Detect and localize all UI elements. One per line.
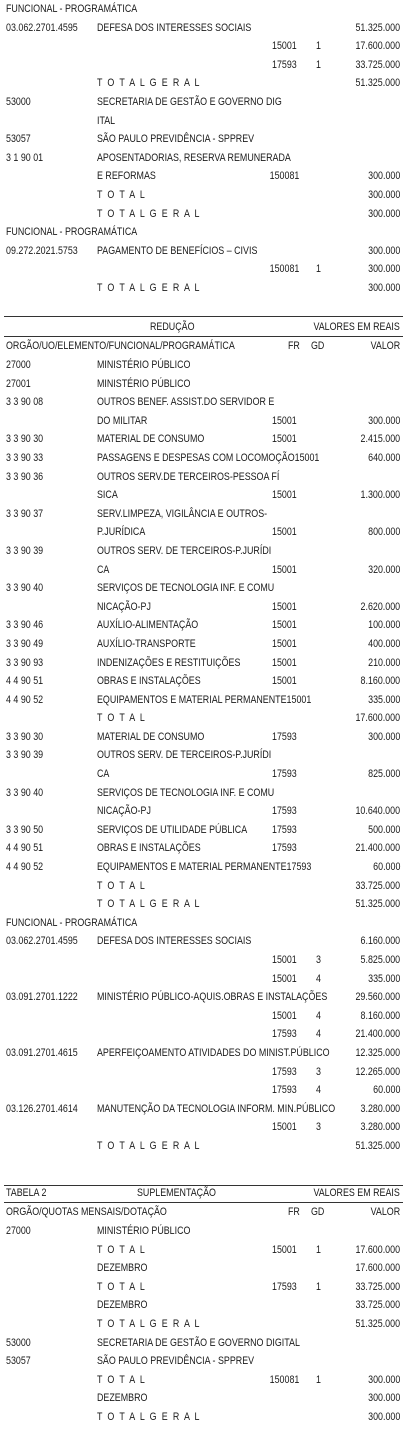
fr-cell: 150081 — [269, 170, 299, 183]
description-cell: T O T A L G E R A L — [97, 77, 201, 90]
table-row — [0, 709, 407, 728]
table-row — [0, 895, 407, 914]
value-cell: 17.600.000 — [355, 40, 400, 53]
code-cell: 3 3 90 08 — [6, 396, 44, 409]
description-cell: OUTROS SERV.DE TERCEIROS-PESSOA FÍ — [97, 470, 280, 483]
code-cell: 53000 — [6, 1336, 31, 1349]
code-cell: 03.091.2701.4615 — [6, 1046, 78, 1059]
description-cell: EQUIPAMENTOS E MATERIAL PERMANENTE15001 — [97, 693, 312, 706]
description-cell: MATERIAL DE CONSUMO — [97, 730, 205, 743]
table-row — [0, 1063, 407, 1082]
description-cell: OUTROS BENEF. ASSIST.DO SERVIDOR E — [97, 396, 275, 409]
table-row — [0, 93, 407, 112]
table-row — [0, 112, 407, 131]
table-row — [0, 542, 407, 561]
table-row — [0, 561, 407, 580]
tabela2-header — [0, 1184, 407, 1221]
fr-cell: 15001 — [272, 972, 297, 985]
fr-cell: 15001 — [272, 675, 297, 688]
fr-cell: 15001 — [272, 489, 297, 502]
description-cell: T O T A L G E R A L — [97, 207, 201, 220]
code-cell: 03.091.2701.1222 — [6, 991, 78, 1004]
value-cell: 17.600.000 — [355, 1262, 400, 1275]
code-cell: FUNCIONAL - PROGRAMÁTICA — [6, 3, 138, 15]
table-row — [0, 932, 407, 951]
fr-cell: 15001 — [272, 954, 297, 966]
description-cell: SICA — [97, 489, 118, 502]
value-cell: 6.160.000 — [360, 935, 400, 948]
table-row — [0, 951, 407, 970]
description-cell: DEZEMBRO — [97, 1262, 148, 1275]
code-cell: 3 3 90 93 — [6, 656, 44, 669]
description-cell: DO MILITAR — [97, 414, 148, 427]
suplementacao-title: SUPLEMENTAÇÃO — [137, 1187, 216, 1199]
value-cell: 300.000 — [367, 730, 400, 743]
value-cell: 12.265.000 — [355, 1065, 400, 1078]
table-row — [0, 1007, 407, 1026]
code-cell: 3 3 90 40 — [6, 582, 44, 595]
code-cell: 3 1 90 01 — [6, 151, 44, 164]
gd-cell: 3 — [316, 954, 321, 966]
table-row — [0, 988, 407, 1007]
fr-cell: 15001 — [272, 563, 297, 576]
value-cell: 17.600.000 — [355, 712, 400, 725]
fr-cell: 15001 — [272, 1121, 297, 1134]
table-row — [0, 356, 407, 375]
values-header: VALORES EM REAIS — [313, 321, 400, 333]
fr-cell: 15001 — [272, 1243, 297, 1256]
fr-cell: 17593 — [272, 58, 297, 71]
value-cell: 300.000 — [367, 281, 400, 294]
description-cell: AUXÍLIO-TRANSPORTE — [97, 637, 196, 650]
table-row — [0, 1259, 407, 1278]
description-cell: OBRAS E INSTALAÇÕES — [97, 675, 201, 688]
table-row — [0, 1241, 407, 1260]
table-row — [0, 839, 407, 858]
value-cell: 335.000 — [367, 693, 400, 706]
col-fr-header: FR — [288, 1205, 300, 1218]
value-cell: 8.160.000 — [360, 1009, 400, 1022]
description-cell: EQUIPAMENTOS E MATERIAL PERMANENTE17593 — [97, 861, 312, 874]
table-row — [0, 784, 407, 803]
fr-cell: 15001 — [272, 40, 297, 53]
description-cell: ITAL — [97, 114, 116, 127]
description-cell: DEFESA DOS INTERESSES SOCIAIS — [97, 21, 252, 34]
table-row — [0, 375, 407, 394]
value-cell: 100.000 — [367, 619, 400, 632]
table-row — [0, 1296, 407, 1315]
description-cell: T O T A L — [97, 188, 147, 201]
description-cell: MINISTÉRIO PÚBLICO — [97, 359, 191, 371]
table-row — [0, 260, 407, 279]
code-cell: 27000 — [6, 359, 31, 371]
table-row — [0, 149, 407, 168]
fr-cell: 15001 — [272, 656, 297, 669]
fr-cell: 17593 — [272, 823, 297, 836]
value-cell: 21.400.000 — [355, 842, 400, 855]
table-row — [0, 412, 407, 431]
table-row — [0, 1315, 407, 1334]
fr-cell: 17593 — [272, 768, 297, 781]
code-cell: 03.126.2701.4614 — [6, 1102, 78, 1115]
value-cell: 300.000 — [367, 1410, 400, 1423]
table-label: TABELA 2 — [6, 1187, 47, 1199]
description-cell: T O T A L — [97, 1373, 147, 1386]
fr-cell: 15001 — [272, 1009, 297, 1022]
table-row — [0, 523, 407, 542]
description-cell: OBRAS E INSTALAÇÕES — [97, 842, 201, 855]
value-cell: 51.325.000 — [355, 21, 400, 34]
table-row — [0, 765, 407, 784]
description-cell: OUTROS SERV. DE TERCEIROS-P.JURÍDI — [97, 749, 272, 762]
description-cell: T O T A L G E R A L — [97, 281, 201, 294]
table-row — [0, 616, 407, 635]
table-row — [0, 635, 407, 654]
gd-cell: 1 — [316, 1373, 321, 1386]
fr-cell: 15001 — [272, 637, 297, 650]
value-cell: 29.560.000 — [355, 991, 400, 1004]
col-fr-header: FR — [288, 339, 300, 352]
gd-cell: 1 — [316, 1280, 321, 1293]
code-cell: 53057 — [6, 133, 31, 146]
fr-cell: 17593 — [272, 1065, 297, 1078]
table-row — [0, 672, 407, 691]
value-cell: 335.000 — [367, 972, 400, 985]
fr-cell: 150081 — [269, 1373, 299, 1386]
value-cell: 33.725.000 — [355, 58, 400, 71]
value-cell: 300.000 — [367, 414, 400, 427]
col-val-header: VALOR — [370, 1205, 400, 1218]
fr-cell: 17593 — [272, 805, 297, 818]
value-cell: 300.000 — [367, 1392, 400, 1405]
fr-cell: 15001 — [272, 619, 297, 632]
value-cell: 2.620.000 — [360, 600, 400, 613]
table-row — [0, 1371, 407, 1390]
description-cell: SÃO PAULO PREVIDÊNCIA - SPPREV — [97, 133, 255, 146]
col-org-header: ORGÃO/UO/ELEMENTO/FUNCIONAL/PROGRAMÁTICA — [6, 339, 235, 352]
description-cell: CA — [97, 563, 110, 576]
code-cell: 4 4 90 51 — [6, 842, 44, 855]
description-cell: APOSENTADORIAS, RESERVA REMUNERADA — [97, 151, 291, 164]
value-cell: 51.325.000 — [355, 77, 400, 90]
value-cell: 3.280.000 — [360, 1102, 400, 1115]
gd-cell: 1 — [316, 1243, 321, 1256]
table-row — [0, 970, 407, 989]
value-cell: 2.415.000 — [360, 433, 400, 446]
description-cell: MINISTÉRIO PÚBLICO-AQUIS.OBRAS E INSTALAÇÕES — [97, 991, 328, 1004]
value-cell: 800.000 — [367, 526, 400, 539]
value-cell: 300.000 — [367, 244, 400, 257]
table-row — [0, 468, 407, 487]
table-row — [0, 130, 407, 149]
value-cell: 51.325.000 — [355, 1317, 400, 1330]
table-row — [0, 449, 407, 468]
description-cell: SERVIÇOS DE TECNOLOGIA INF. E COMU — [97, 582, 275, 595]
description-cell: NICAÇÃO-PJ — [97, 600, 151, 613]
reducao-title: REDUÇÃO — [150, 321, 195, 333]
description-cell: MANUTENÇÃO DA TECNOLOGIA INFORM. MIN.PÚBLICO — [97, 1102, 336, 1115]
gd-cell: 3 — [316, 1121, 321, 1134]
value-cell: 300.000 — [367, 170, 400, 183]
code-cell: 53000 — [6, 95, 31, 108]
table-row — [0, 1352, 407, 1371]
description-cell: T O T A L G E R A L — [97, 1317, 201, 1330]
code-cell: FUNCIONAL - PROGRAMÁTICA — [6, 916, 138, 929]
code-cell: 3 3 90 40 — [6, 786, 44, 799]
code-cell: FUNCIONAL - PROGRAMÁTICA — [6, 226, 138, 239]
reducao-header — [0, 318, 407, 355]
description-cell: MATERIAL DE CONSUMO — [97, 433, 205, 446]
table-row — [0, 486, 407, 505]
table-row — [0, 19, 407, 38]
table-row — [0, 858, 407, 877]
table-row — [0, 598, 407, 617]
table-row — [0, 279, 407, 298]
value-cell: 60.000 — [372, 861, 400, 874]
value-cell: 1.300.000 — [360, 489, 400, 502]
description-cell: APERFEIÇOAMENTO ATIVIDADES DO MINIST.PÚBLICO — [97, 1046, 330, 1059]
description-cell: DEZEMBRO — [97, 1392, 148, 1405]
section-defesa-previdencia — [0, 0, 407, 298]
description-cell: T O T A L — [97, 1280, 147, 1293]
code-cell: 3 3 90 36 — [6, 470, 44, 483]
fr-cell: 17593 — [272, 1028, 297, 1041]
table-row — [0, 223, 407, 242]
fr-cell: 15001 — [272, 526, 297, 539]
description-cell: MINISTÉRIO PÚBLICO — [97, 377, 191, 390]
description-cell: T O T A L — [97, 879, 147, 892]
value-cell: 400.000 — [367, 637, 400, 650]
description-cell: SECRETARIA DE GESTÃO E GOVERNO DIGITAL — [97, 1336, 300, 1349]
code-cell: 4 4 90 51 — [6, 675, 44, 688]
gd-cell: 1 — [316, 40, 321, 53]
value-cell: 33.725.000 — [355, 1299, 400, 1312]
table-row — [0, 242, 407, 261]
value-cell: 300.000 — [367, 263, 400, 276]
fr-cell: 17593 — [272, 730, 297, 743]
fr-cell: 17593 — [272, 842, 297, 855]
values-header: VALORES EM REAIS — [313, 1187, 400, 1199]
code-cell: 53057 — [6, 1355, 31, 1368]
table-row — [0, 1222, 407, 1241]
table-row — [0, 186, 407, 205]
fr-cell: 17593 — [272, 1084, 297, 1097]
description-cell: CA — [97, 768, 110, 781]
gd-cell: 4 — [316, 1009, 321, 1022]
table-row — [0, 691, 407, 710]
table-row — [0, 821, 407, 840]
code-cell: 03.062.2701.4595 — [6, 935, 78, 948]
table-row — [0, 1389, 407, 1408]
value-cell: 5.825.000 — [360, 954, 400, 966]
fr-cell: 15001 — [272, 433, 297, 446]
description-cell: P.JURÍDICA — [97, 526, 146, 539]
description-cell: E REFORMAS — [97, 170, 156, 183]
table-row — [0, 205, 407, 224]
fr-cell: 15001 — [272, 600, 297, 613]
code-cell: 4 4 90 52 — [6, 693, 44, 706]
fr-cell: 150081 — [269, 263, 299, 276]
description-cell: T O T A L G E R A L — [97, 1139, 201, 1152]
value-cell: 8.160.000 — [360, 675, 400, 688]
description-cell: T O T A L G E R A L — [97, 898, 201, 911]
table-row — [0, 877, 407, 896]
table-row — [0, 37, 407, 56]
value-cell: 10.640.000 — [355, 805, 400, 818]
table-row — [0, 579, 407, 598]
code-cell: 27001 — [6, 377, 31, 390]
description-cell: INDENIZAÇÕES E RESTITUIÇÕES — [97, 656, 241, 669]
table-row — [0, 1044, 407, 1063]
fr-cell: 15001 — [272, 414, 297, 427]
description-cell: SERVIÇOS DE TECNOLOGIA INF. E COMU — [97, 786, 275, 799]
table-row — [0, 393, 407, 412]
description-cell: T O T A L — [97, 1243, 147, 1256]
code-cell: 09.272.2021.5753 — [6, 244, 78, 257]
value-cell: 300.000 — [367, 188, 400, 201]
table-row — [0, 1334, 407, 1353]
table-row — [0, 1278, 407, 1297]
value-cell: 300.000 — [367, 207, 400, 220]
code-cell: 3 3 90 33 — [6, 451, 44, 464]
value-cell: 300.000 — [367, 1373, 400, 1386]
value-cell: 3.280.000 — [360, 1121, 400, 1134]
table-row — [0, 167, 407, 186]
col-org-header: ORGÃO/QUOTAS MENSAIS/DOTAÇÃO — [6, 1205, 167, 1218]
value-cell: 640.000 — [367, 451, 400, 464]
table-row — [0, 56, 407, 75]
value-cell: 12.325.000 — [355, 1046, 400, 1059]
table-row — [0, 746, 407, 765]
description-cell: MINISTÉRIO PÚBLICO — [97, 1225, 191, 1237]
value-cell: 21.400.000 — [355, 1028, 400, 1041]
description-cell: OUTROS SERV. DE TERCEIROS-P.JURÍDI — [97, 544, 272, 557]
description-cell: PASSAGENS E DESPESAS COM LOCOMOÇÃO15001 — [97, 451, 320, 464]
code-cell: 3 3 90 37 — [6, 507, 44, 520]
table-row — [0, 802, 407, 821]
description-cell: SERVIÇOS DE UTILIDADE PÚBLICA — [97, 823, 248, 836]
code-cell: 4 4 90 52 — [6, 861, 44, 874]
table-row — [0, 1137, 407, 1156]
value-cell: 60.000 — [372, 1084, 400, 1097]
code-cell: 3 3 90 49 — [6, 637, 44, 650]
code-cell: 3 3 90 39 — [6, 544, 44, 557]
description-cell: PAGAMENTO DE BENEFÍCIOS – CIVIS — [97, 244, 258, 257]
code-cell: 3 3 90 39 — [6, 749, 44, 762]
code-cell: 03.062.2701.4595 — [6, 21, 78, 34]
value-cell: 33.725.000 — [355, 879, 400, 892]
gd-cell: 4 — [316, 1084, 321, 1097]
description-cell: SÃO PAULO PREVIDÊNCIA - SPPREV — [97, 1355, 255, 1368]
table-row — [0, 74, 407, 93]
table-row — [0, 1025, 407, 1044]
col-gd-header: GD — [311, 1205, 325, 1218]
value-cell: 17.600.000 — [355, 1243, 400, 1256]
table-row — [0, 0, 407, 19]
gd-cell: 1 — [316, 58, 321, 71]
section-suplementacao-rows — [0, 1222, 407, 1427]
description-cell: DEZEMBRO — [97, 1299, 148, 1312]
description-cell: DEFESA DOS INTERESSES SOCIAIS — [97, 935, 252, 948]
table-row — [0, 430, 407, 449]
section-reducao-rows — [0, 356, 407, 1156]
code-cell: 3 3 90 50 — [6, 823, 44, 836]
gd-cell: 1 — [316, 263, 321, 276]
value-cell: 51.325.000 — [355, 1139, 400, 1152]
divider-line — [4, 316, 403, 317]
description-cell: NICAÇÃO-PJ — [97, 805, 151, 818]
code-cell: 3 3 90 30 — [6, 433, 44, 446]
value-cell: 825.000 — [367, 768, 400, 781]
value-cell: 51.325.000 — [355, 898, 400, 911]
description-cell: T O T A L — [97, 712, 147, 725]
table-row — [0, 1118, 407, 1137]
col-gd-header: GD — [311, 339, 325, 352]
description-cell: SERV.LIMPEZA, VIGILÂNCIA E OUTROS- — [97, 507, 268, 520]
value-cell: 500.000 — [367, 823, 400, 836]
gd-cell: 3 — [316, 1065, 321, 1078]
description-cell: SECRETARIA DE GESTÃO E GOVERNO DIG — [97, 95, 282, 108]
code-cell: 3 3 90 30 — [6, 730, 44, 743]
value-cell: 210.000 — [367, 656, 400, 669]
fr-cell: 17593 — [272, 1280, 297, 1293]
table-row — [0, 1100, 407, 1119]
description-cell: T O T A L G E R A L — [97, 1410, 201, 1423]
table-row — [0, 1081, 407, 1100]
gd-cell: 4 — [316, 1028, 321, 1041]
col-val-header: VALOR — [370, 339, 400, 352]
table-row — [0, 914, 407, 933]
table-row — [0, 1408, 407, 1427]
table-row — [0, 654, 407, 673]
value-cell: 33.725.000 — [355, 1280, 400, 1293]
gd-cell: 4 — [316, 972, 321, 985]
table-row — [0, 728, 407, 747]
value-cell: 320.000 — [367, 563, 400, 576]
description-cell: AUXÍLIO-ALIMENTAÇÃO — [97, 619, 199, 632]
code-cell: 27000 — [6, 1225, 31, 1237]
code-cell: 3 3 90 46 — [6, 619, 44, 632]
table-row — [0, 505, 407, 524]
